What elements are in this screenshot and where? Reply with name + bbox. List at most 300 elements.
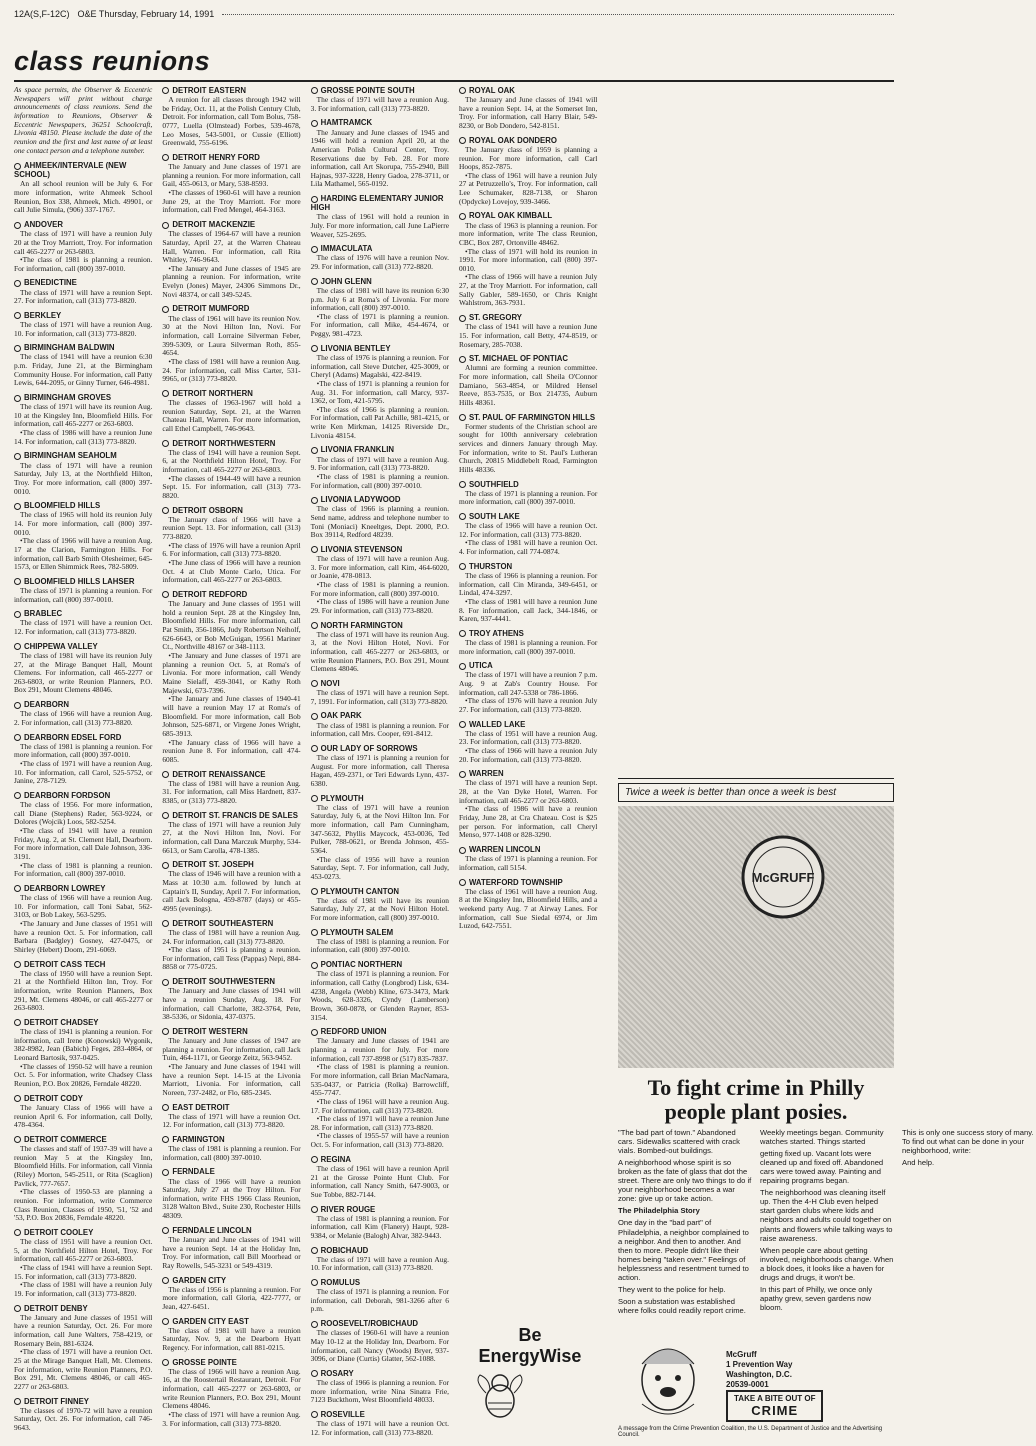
reunion-detail: The class of 1971 will have a reunion Saturday, July 13, at the Northfield Hilton, Troy. For more information, call (800) 397-0010.: [14, 460, 153, 496]
ad-tagline: Twice a week is better than once a week is best: [618, 783, 894, 802]
reunion-entry: [311, 86, 449, 113]
school-name: DEARBORN EDSEL FORD: [14, 733, 152, 742]
ad-footer: [618, 1334, 894, 1422]
reunion-entry: [162, 86, 300, 148]
school-name: AHMEEK/INTERVALE (NEW SCHOOL): [14, 161, 152, 179]
reunion-detail: The class of 1981 is planning a reunion. For information, call Kim (Flanery) Haupt, 928-9384, or Melanie (Balogh) Alvar, 382-9443.: [310, 1213, 449, 1240]
ad-body: [618, 1127, 1034, 1328]
school-name: ROYAL OAK: [459, 86, 597, 95]
reunion-detail: • The classes of 1944-49 will have a reunion Sept. 15. For information, call (313) 773-8820.: [162, 475, 300, 501]
reunion-detail: The class of 1971 will have a reunion Aug. 3. For information, call (313) 773-8820.: [310, 95, 449, 113]
school-name: IMMACULATA: [311, 244, 449, 253]
school-name: REDFORD UNION: [311, 1027, 449, 1036]
reunion-detail: The class of 1981 will have its reunion July 27, at the Mirage Banquet Hall, Mount Clemens. For information, call 465-2277 or 263-6803, or write Reunion Planners, P.O. Box 291, Mount Clemens 48046.: [14, 650, 153, 695]
reunion-entry: [311, 194, 449, 239]
reunion-detail: The class of 1971 will have a reunion Sept. 7, 1991. For information, call (313) 773-8820.: [310, 688, 449, 706]
reunion-detail: The class of 1971 will have a reunion Sept. 27. For information, call (313) 773-8820.: [14, 287, 153, 306]
school-name: FARMINGTON: [162, 1135, 300, 1144]
school-name: DETROIT ST. FRANCIS DE SALES: [162, 811, 300, 820]
reunion-detail: The class of 1963 is planning a reunion. For more information, write The class Reunion, CBC, Box 287, Ortonville 48462.: [458, 220, 598, 247]
reunion-detail: The class of 1941 is planning a reunion. For information, call Irene (Konowski) Wygonik, 382-8982, Jean (Babich) Feges, 283-4864, or Leonard Bartosik, 937-0425.: [14, 1027, 153, 1063]
ad-paragraph: The Philadelphia Story: [618, 1206, 700, 1216]
reunion-detail: • The class of 1971 will have a reunion Oct. 25 at the Mirage Banquet Hall, Mt. Clemens. For information, write Reunion Planners, P.O. Box 291, Mt. Clemens 48046, or call 465-2277 or 263-6803.: [14, 1348, 152, 1391]
reunion-detail: The class of 1981 will have a reunion Saturday, Nov. 9, at the Dearborn Hyatt Regency. For information, call 881-0215.: [162, 1325, 301, 1353]
reunion-detail: • The class of 1981 is planning a reunion. For more information, call (800) 397-0010.: [311, 581, 449, 598]
reunion-detail: The class of 1961 will have its reunion Nov. 30 at the Novi Hilton Inn, Novi. For information, call Lorraine Silverman Feber, 399-5309, or Laura Silverman Roth, 855-4654.: [162, 313, 301, 358]
school-name: DETROIT CASS TECH: [14, 960, 152, 969]
school-name: DETROIT WESTERN: [162, 1027, 300, 1036]
school-name: LIVONIA FRANKLIN: [311, 445, 449, 454]
school-name: LIVONIA BENTLEY: [311, 344, 449, 353]
reunion-entry: [459, 136, 597, 207]
reunion-detail: The January and June classes of 1941 will have a reunion Sunday, Aug. 18. For information, call Charlotte, 382-3764, Pete, 38-5336, or Sidonia, 437-0375.: [162, 986, 301, 1022]
reunion-detail: • The class of 1966 is planning a reunion. For information, call Pat Achille, 981-4215, or write Ken Mirkman, 14125 Riverside Dr., Livonia 48154.: [311, 406, 449, 441]
reunion-detail: • The classes of 1950-52 will have a reunion Oct. 5. For information, write Chadsey Class Reunion, P.O. Box 20826, Ferndale 48220.: [14, 1063, 152, 1089]
ad-headline: To fight crime in Philly people plant posies.: [647, 1075, 865, 1124]
reunion-entry: [14, 1135, 152, 1223]
reunion-detail: • The class of 1961 will have a reunion July 27 at Petruzzello's, Troy. For information, call Lee Schumaker, 828-7138, or Sharon (Opdycke) Lovejoy, 939-3466.: [459, 172, 597, 207]
reunion-detail: The class of 1971 is planning a reunion. For information, call Deborah, 981-3266 after 6 p.m.: [310, 1287, 449, 1314]
school-name: REGINA: [311, 1155, 449, 1164]
school-name: BIRMINGHAM GROVES: [14, 393, 152, 402]
reunion-entry: [311, 1027, 449, 1150]
reunion-entry: [14, 451, 152, 496]
reunion-entry: [311, 794, 449, 882]
school-name: GARDEN CITY EAST: [162, 1317, 300, 1326]
crime-logo: [726, 1390, 823, 1422]
school-name: HAMTRAMCK: [311, 118, 449, 127]
intro-notice: As space permits, the Observer & Eccentric Newspapers will print without charge announcements of class reunions. Send the information to Reunions, Observer & Eccentric Newspapers, 36251 Schoolcraft, Livonia 48150. Please include the date of the reunion and the first and last name of at least one contact person and a telephone number.: [14, 85, 153, 155]
reunion-entry: [311, 545, 449, 616]
school-name: DETROIT REDFORD: [162, 590, 300, 599]
reunion-detail: The class of 1971 will have a reunion July 20 at the Troy Marriott, Troy. For information call 465-2277 or 263-6803.: [14, 229, 153, 256]
reunion-detail: • The classes of 1950-53 are planning a reunion. For information, write Commerce Class Reunion, Classes of 1950, '51, '52 and '53, P.O. Box 20836, Ferndale 48220.: [14, 1188, 152, 1223]
reunion-detail: • The class of 1971 will have a reunion Aug. 10. For information, call Carol, 525-5752, or Janine, 278-7129.: [14, 760, 152, 786]
reunion-detail: The class of 1971 will have a reunion Aug. 10. For information, call (313) 773-8820.: [14, 320, 153, 338]
ad-credit: A message from the Crime Prevention Coalition, the U.S. Department of Justice and the Advertising Council.: [618, 1425, 883, 1438]
ad-paragraph: "The bad part of town." Abandoned cars. Sidewalks scattered with crack vials. Bombed-out buildings.: [618, 1127, 740, 1155]
reunion-detail: The January and June classes of 1945 and 1946 will hold a reunion April 20, at the American Polish Cultural Center, Troy. Reservations due by Feb. 28. For more information, call Art Skorupa, 755-2940, Bill Hajnas, 937-3228, Henry Gadoa, 278-3711, or Lila Mathamel, 565-0192.: [310, 127, 449, 189]
reunion-detail: The class of 1950 will have a reunion Sept. 21 at the Northfield Hilton Inn, Troy. For information, write Reunion Planners, Box 291, Mt. Clemens 48046, or call 465-2277 or 263-6803.: [14, 968, 153, 1013]
reunion-detail: The classes and staff of 1937-39 will have a reunion May 5 at the Kingsley Inn, Bloomfield Hills. For information, call Vinnia (Riley) Morton, 545-2511, or Rita (Scaglion) Pavlick, 777-7657.: [14, 1143, 153, 1188]
reunion-detail: The class of 1981 is planning a reunion. For more information, call (800) 397-0010.: [458, 637, 598, 656]
crime-logo-main: CRIME: [751, 1402, 799, 1418]
reunion-entry: [311, 1278, 449, 1314]
reunion-detail: • The classes of 1955-57 will have a reunion Oct. 5. For information, call (313) 773-8820.: [311, 1132, 449, 1149]
reunion-detail: The class of 1971 is planning a reunion. For information, call (800) 397-0010.: [14, 586, 153, 604]
school-name: ANDOVER: [14, 220, 152, 229]
reunion-entry: [459, 354, 597, 407]
reunion-detail: The class of 1981 is planning a reunion. For information, call (800) 397-0010.: [310, 936, 449, 955]
reunion-entry: [459, 769, 597, 840]
reunion-detail: The class of 1971 will have a reunion Aug. 3. For more information, call Kim, 464-6020, or Joanie, 478-0813.: [310, 554, 449, 581]
reunion-detail: The class of 1981 is planning a reunion. For more information, call (800) 397-0010.: [14, 741, 153, 760]
address-line: 20539-0001: [726, 1379, 769, 1389]
reunion-detail: The class of 1956 is planning a reunion. For more information, call Gloria, 422-7777, or Jean, 427-6451.: [162, 1284, 301, 1311]
school-name: DETROIT EASTERN: [162, 86, 300, 95]
reunion-detail: The class of 1971 is planning a reunion. For information, call Cathy (Longbrod) Lisk, 634-4238, Angela (Webb) Kline, 673-3473, Mark Woods, 628-3326, Cyndy (Lamberson) Brown, 360-0878, or Glenden Rayner, 853-3154.: [310, 969, 449, 1022]
ad-paragraph: They went to the police for help.: [618, 1285, 726, 1295]
reunion-entry: [311, 887, 449, 923]
reunion-entry: [311, 1155, 449, 1200]
reunion-detail: The January and June classes of 1951 will hold a reunion Sept. 28 at the Kingsley Inn, Bloomfield Hills. For more information, call Pat Smith, 356-1866, Judy Robertson Neiholf, 626-6643, or Bob McGuigan, 19561 Mariner Ct., Northville 48167 or 348-1113.: [162, 599, 301, 652]
mcgruff-badge-icon: [738, 832, 828, 922]
reunion-entry: [162, 304, 300, 383]
reunion-detail: • The January and June classes of 1951 will have a reunion Oct. 5. For information, call Barbara (Badgley) Gosney, 427-0475, or Shirley (Hebert) Doom, 291-6069.: [14, 920, 152, 955]
reunion-entry: [459, 313, 597, 349]
reunion-detail: • The class of 1981 is planning a reunion. For information, call (800) 397-0010.: [14, 862, 152, 879]
school-name: FERNDALE LINCOLN: [162, 1226, 300, 1235]
school-name: WARREN LINCOLN: [459, 845, 597, 854]
school-name: PLYMOUTH CANTON: [311, 887, 449, 896]
school-name: HARDING ELEMENTARY JUNIOR HIGH: [311, 194, 449, 212]
reunion-detail: • The class of 1966 will have a reunion July 20. For information, call (313) 773-8820.: [459, 747, 597, 764]
reunion-entry: [311, 495, 449, 540]
reunion-detail: The class of 1971 will have a reunion July 27, at the Novi Hilton Inn, Novi. For information, call Dana Marczuk Murphy, 534-6613, or Sam Carolla, 478-1385.: [162, 819, 301, 855]
reunion-entry: [311, 711, 449, 738]
reunion-detail: • The class of 1971 is planning a reunion for Aug. 31. For information, call Marcy, 937-1362, or Tom, 421-5795.: [311, 380, 449, 406]
reunion-entry: [459, 211, 597, 308]
reunion-detail: The class of 1961 will hold a reunion in July. For more information, call June LaPierre Weaver, 525-2695.: [310, 212, 449, 239]
reunion-entry: [14, 791, 152, 879]
reunion-detail: The class of 1981 is planning a reunion. For information, call (800) 397-0010.: [162, 1144, 301, 1162]
ad-address: [726, 1350, 823, 1390]
reunion-detail: • The classes of 1960-61 will have a reunion June 29, at the Troy Marriott. For more information, call Fred Mengel, 464-3163.: [162, 189, 300, 215]
school-name: DETROIT SOUTHWESTERN: [162, 977, 300, 986]
reunion-detail: The January and June classes of 1941 are planning a reunion for July. For more information, call 737-8998 or (517) 835-7837.: [310, 1036, 449, 1063]
school-name: SOUTH LAKE: [459, 512, 597, 521]
reunion-detail: • The class of 1981 will have a reunion Oct. 4. For information, call 774-0874.: [459, 539, 597, 556]
reunion-entry: [162, 1317, 300, 1353]
reunion-detail: The class of 1981 will have its reunion Saturday, July 27, at the Novi Hilton Hotel. For more information, call (800) 397-0010.: [310, 895, 449, 923]
reunion-detail: The January and June classes of 1941 will have a reunion Sept. 14, at the Somerset Inn, Troy. For information, call Harry Blair, 549-8230, or Bob Dondero, 542-8151.: [458, 95, 598, 131]
school-name: UTICA: [459, 661, 597, 670]
reunion-detail: • The class of 1971 will have a reunion Aug. 3. For information, call (313) 773-8820.: [162, 1411, 300, 1428]
reunion-entry: [14, 278, 152, 305]
reunion-detail: • The class of 1976 will have a reunion July 27. For information, call (313) 773-8820.: [459, 697, 597, 714]
school-name: DETROIT FINNEY: [14, 1397, 152, 1406]
reunion-detail: The class of 1951 will have a reunion Aug. 23. For information, call (313) 773-8820.: [458, 728, 598, 747]
reunion-detail: The class of 1961 will have a reunion Aug. 8 at the Kingsley Inn, Bloomfield Hills, and a weekend party Aug. 7 at Airway Lanes. For information, call Sue Siedal 6974, or Jim Luzod, 642-7551.: [458, 886, 598, 931]
reunion-entry: [162, 1167, 300, 1220]
reunion-entry: [311, 621, 449, 674]
reunion-detail: • The class of 1971 will have a reunion June 28. For information, call (313) 773-8820.: [311, 1115, 449, 1132]
reunion-detail: • The class of 1971 is planning a reunion. For information, call Mike, 454-4674, or Peggy, 981-4723.: [311, 313, 449, 339]
reunion-detail: The January and June classes of 1947 are planning a reunion. For information, call Jack Tuin, 464-1171, or George Zeitz, 563-9452.: [162, 1035, 301, 1063]
school-name: DETROIT ST. JOSEPH: [162, 860, 300, 869]
energywise-line1: Be: [518, 1325, 542, 1345]
reunion-detail: The class of 1971 is planning a reunion. For information, call 5154.: [458, 854, 598, 872]
reunion-entry: [14, 577, 152, 604]
address-line: 1 Prevention Way: [726, 1359, 793, 1369]
page-folio: [14, 6, 894, 22]
school-name: PONTIAC NORTHERN: [311, 960, 449, 969]
reunion-detail: The class of 1981 is planning a reunion. For information, call Mrs. Cooper, 691-8412.: [310, 720, 449, 739]
school-name: DETROIT SOUTHEASTERN: [162, 919, 300, 928]
reunion-entry: [311, 344, 449, 441]
school-name: NORTH FARMINGTON: [311, 621, 449, 630]
school-name: ST. GREGORY: [459, 313, 597, 322]
reunion-detail: The class of 1971 will have a reunion Oct. 12. For information, call (313) 773-8820.: [310, 1419, 449, 1437]
reunion-detail: • The class of 1956 will have a reunion Saturday, Sept. 7. For information, call Judy, 453-0273.: [311, 856, 449, 882]
reunion-detail: • The class of 1981 is planning a reunion. For more information, call Brian MacNamara, 535-0437, or Patricia (Rolka) Barrowcliff, 455-7747.: [311, 1063, 449, 1098]
school-name: GARDEN CITY: [162, 1276, 300, 1285]
address-line: McGruff: [726, 1349, 757, 1359]
reunion-entry: [14, 1304, 152, 1392]
reunion-detail: The class of 1971 will have its reunion Aug. 3, at the Novi Hilton Hotel, Novi. For information, call 465-2277 or 263-6803, or write Reunion Planners, P.O. Box 291, Mount Clemens 48046.: [310, 629, 449, 674]
school-name: DETROIT MACKENZIE: [162, 220, 300, 229]
reunion-entry: [311, 960, 449, 1022]
reunion-detail: The January and June classes of 1951 will have a reunion Saturday, Oct. 26. For more information, call June Walters, 758-4219, or Rosemary Bein, 881-6324.: [14, 1312, 153, 1348]
reunion-detail: • The class of 1966 will have a reunion Aug. 17 at the Clarion, Farmington Hills. For information, call Barb Smith Olesheimer, 645-1573, or Ellen Shimmick Rees, 782-5809.: [14, 537, 152, 572]
reunion-entry: [162, 389, 300, 434]
school-name: EAST DETROIT: [162, 1103, 300, 1112]
school-name: WATERFORD TOWNSHIP: [459, 878, 597, 887]
reunion-entry: [162, 153, 300, 215]
reunion-detail: The class of 1951 will have a reunion Oct. 5, at the Northfield Hilton Hotel, Troy. For information, call 465-2277 or 263-6803.: [14, 1236, 153, 1264]
school-name: CHIPPEWA VALLEY: [14, 642, 152, 651]
school-name: BLOOMFIELD HILLS: [14, 501, 152, 510]
reunion-detail: • The class of 1961 will have a reunion Aug. 17. For information, call (313) 773-8820.: [311, 1098, 449, 1115]
section-title: class reunions: [14, 46, 211, 76]
school-name: DETROIT NORTHERN: [162, 389, 300, 398]
reunion-entry: [311, 244, 449, 271]
school-name: BERKLEY: [14, 311, 152, 320]
reunion-entry: [459, 562, 597, 624]
ad-paragraph: The neighborhood was cleaning itself up. Then the 4-H Club even helped start garden clubs where kids and neighbors and adults could together on plants and flowers while talking ways to raise awareness.: [760, 1188, 893, 1243]
school-name: WALLED LAKE: [459, 720, 597, 729]
reunion-entry: [459, 878, 597, 931]
reunion-detail: Former students of the Christian school are sought for 100th anniversary celebration services and dinners January through May. For information, write to St. Paul's Lutheran Church, 20815 Middlebelt Road, Farmington Hills 48336.: [458, 421, 598, 474]
reunion-entry: [14, 700, 152, 727]
reunion-detail: • The class of 1981 is planning a reunion. For information, call (800) 397-0010.: [311, 473, 449, 490]
school-name: DETROIT OSBORN: [162, 506, 300, 515]
reunion-detail: The class of 1966 is planning a reunion. For more information, write Nina Sinatra Frie, 7123 Buckthorn, West Bloomfield 48033.: [310, 1377, 449, 1405]
school-name: ROYAL OAK KIMBALL: [459, 211, 597, 220]
reunion-detail: The class of 1971 will have a reunion Aug. 9. For information, call (313) 773-8820.: [310, 454, 449, 473]
reunion-entry: [14, 1018, 152, 1089]
reunion-entry: [311, 1369, 449, 1405]
reunion-detail: • The January and June classes of 1941 will have a reunion Sept. 14-15 at the Livonia Marriott, Livonia. For information, call Noreen, 737-2482, or Flo, 685-2345.: [162, 1063, 300, 1098]
ad-paragraph: In this part of Philly, we once only apathy grew, seven gardens now bloom.: [760, 1285, 873, 1313]
reunion-detail: The class of 1981 will have a reunion Aug. 24. For information, call (313) 773-8820.: [162, 927, 301, 946]
reunion-detail: The class of 1971 will have a reunion Oct. 12. For information, call (313) 773-8820.: [162, 1111, 301, 1130]
reunion-entry: [162, 770, 300, 806]
school-name: ROBICHAUD: [311, 1246, 449, 1255]
school-name: GROSSE POINTE: [162, 1358, 300, 1367]
school-name: DEARBORN: [14, 700, 152, 709]
reunion-detail: The class of 1946 will have a reunion with a Mass at 10:30 a.m. followed by lunch at Captain's II, Sunday, April 7. For information, call Jack Bologna, 459-8787 (days) or 455-4995 (evenings).: [162, 869, 301, 914]
school-name: RIVER ROUGE: [311, 1205, 449, 1214]
reunion-entry: [162, 590, 300, 765]
reunion-detail: The classes of 1960-61 will have a reunion May 10-12 at the Holiday Inn, Dearborn. For information, call Nancy (Woods) Bryer, 937-3096, or Diane (Curtis) Glatter, 562-1088.: [310, 1328, 449, 1364]
reunion-entry: [311, 445, 449, 490]
folio-rule: [222, 14, 894, 15]
reunion-detail: The class of 1981 will have its reunion 6:30 p.m. July 6 at Roma's of Livonia. For more information, call (800) 397-0010.: [310, 285, 449, 313]
school-name: BRABLEC: [14, 609, 152, 618]
reunion-detail: • The class of 1986 will have a reunion June 29. For information, call (313) 773-8820.: [311, 598, 449, 615]
reunion-detail: The class of 1966 will have a reunion Aug. 2. For information, call (313) 773-8820.: [14, 709, 153, 727]
reunion-entry: [14, 960, 152, 1013]
reunion-detail: The January Class of 1966 will have a reunion April 6. For information, call Dolly, 478-4364.: [14, 1102, 153, 1130]
reunion-entry: [162, 506, 300, 585]
reunion-detail: The class of 1971 is planning a reunion for August. For more information, call Theresa Hagan, 459-2371, or Teri Edwards Lynn, 437-6380.: [310, 752, 449, 788]
reunion-detail: The class of 1971 will have a reunion Saturday, July 6, at the Novi Hilton Inn. For more information, call Pam Cunningham, 347-5632, Phyllis Maycock, 453-0036, Ted Pulker, 788-0621, or Brenda Johnson, 455-5364.: [310, 802, 449, 855]
school-name: WARREN: [459, 769, 597, 778]
reunion-detail: The class of 1961 will have a reunion April 21 at the Grosse Pointe Hunt Club. For information, call Nancy Smith, 647-9003, or Sue Tobbe, 882-7144.: [310, 1163, 449, 1199]
school-name: DETROIT RENAISSANCE: [162, 770, 300, 779]
reunion-detail: • The class of 1941 will have a reunion Sept. 15. For information, call (313) 773-8820.: [14, 1264, 152, 1281]
reunion-entry: [14, 1094, 152, 1130]
mcgruff-dog-icon: [618, 1334, 718, 1422]
reunion-detail: The class of 1956. For more information, call Diane (Stephens) Rader, 563-9224, or Dolores (Wojcik) Loos, 582-5254.: [14, 800, 153, 827]
reunion-detail: The class of 1966 is planning a reunion. Send name, address and telephone number to Toni (Moniaci) Kneeltges, Dept. 2000, P.O. Box 39114, Redford 48239.: [310, 504, 449, 540]
reunion-entry: [311, 1410, 449, 1437]
ad-paragraph: One day in the "bad part" of Philadelphia, a neighbor complained to a neighbor. And then to another. And then to more. People didn't like their homes being "taken over." Feelings of helplessness and resentment turned to action.: [618, 1218, 749, 1283]
reunion-entry: [311, 744, 449, 789]
reunion-entry: [459, 720, 597, 765]
school-name: THURSTON: [459, 562, 597, 571]
reunion-entry: [311, 1205, 449, 1241]
reunion-entry: [311, 928, 449, 955]
reunion-detail: An all school reunion will be July 6. For more information, write Ahmeek School Reunion, Box 338, Ahmeek, Mich. 49901, or call Julie Simula, (906) 337-1767.: [14, 179, 153, 215]
reunion-entry: [459, 413, 597, 475]
school-name: LIVONIA STEVENSON: [311, 545, 449, 554]
ad-paragraph: When people care about getting involved, neighborhoods change. When a block does, it looks like a haven for drugs and drugs, it won't be.: [760, 1245, 894, 1283]
reunion-detail: • The class of 1976 will have a reunion April 6. For information, call (313) 773-8820.: [162, 542, 300, 559]
reunion-entry: [14, 311, 152, 338]
reunion-detail: • The class of 1981 is planning a reunion. For information, call (800) 397-0010.: [14, 256, 152, 273]
reunion-detail: The classes of 1964-67 will have a reunion Saturday, April 27, at the Warren Chateau Hall, Warren. For information, call Rita Whitley, 746-9643.: [162, 229, 301, 265]
reunion-entry: [459, 512, 597, 557]
reunion-detail: A reunion for all classes through 1942 will be Friday, Oct. 11, at the Polish Century Club, Detroit. For information, call Tom Bolus, 758-0777, Luella (Olmstead) Forbes, 539-4678, Leo Moses, 543-5001, or Cussie (Elliott) Greenwald, 755-6196.: [162, 95, 301, 148]
reunion-detail: The class of 1981 will have a reunion Aug. 31. For information, call Miss Hardnett, 837-8385, or (313) 773-8820.: [162, 778, 301, 805]
ad-paragraph: A neighborhood whose spirit is so broken as the fate of glass that dot the street. There are only two things to do if your neighborhood becomes a war zone: give up or take action.: [618, 1157, 752, 1204]
reunion-detail: • The class of 1971 will hold its reunion in 1991. For more information, call (800) 397-0010.: [459, 248, 597, 274]
reunion-entry: [14, 733, 152, 786]
reunion-entry: [14, 1397, 152, 1433]
school-name: JOHN GLENN: [311, 277, 449, 286]
address-line: Washington, D.C.: [726, 1369, 792, 1379]
school-name: GROSSE POINTE SOUTH: [311, 86, 449, 95]
school-name: SOUTHFIELD: [459, 480, 597, 489]
school-name: DEARBORN LOWREY: [14, 884, 152, 893]
reunion-entry: [162, 220, 300, 299]
ad-paragraph: And help.: [902, 1157, 935, 1167]
badge-text: McGRUFF: [751, 870, 815, 885]
school-name: BENEDICTINE: [14, 278, 152, 287]
school-name: ROYAL OAK DONDERO: [459, 136, 597, 145]
reunion-entry: [162, 977, 300, 1022]
school-name: OUR LADY OF SORROWS: [311, 744, 449, 753]
reunion-entry: [162, 1276, 300, 1312]
reunion-detail: The class of 1971 will have a reunion Oct. 12. For information, call (313) 773-8820.: [14, 618, 153, 637]
school-name: ST. MICHAEL OF PONTIAC: [459, 354, 597, 363]
reunion-entry: [459, 629, 597, 656]
school-name: PLYMOUTH SALEM: [311, 928, 449, 937]
reunion-detail: The classes of 1970-72 will have a reunion Saturday, Oct. 26. For information, call 746-9643.: [14, 1405, 153, 1432]
reunion-entry: [162, 919, 300, 972]
reunion-list: [14, 86, 597, 1438]
reunion-entry: [459, 845, 597, 872]
reunion-detail: The class of 1976 is planning a reunion. For information, call Steve Dutcher, 425-3009, or Cheryl (Adams) Magalski, 422-8419.: [310, 352, 449, 380]
school-name: BIRMINGHAM SEAHOLM: [14, 451, 152, 460]
energywise-ad: [470, 1325, 590, 1435]
reunion-entry: [311, 277, 449, 339]
school-name: NOVI: [311, 679, 449, 688]
school-name: DETROIT HENRY FORD: [162, 153, 300, 162]
reunion-entry: [459, 480, 597, 507]
reunion-detail: • The class of 1986 will have a reunion Friday, June 28, at Cra Chateau. Cost is $25 per person. For information, call Cheryl Menso, 977-1408 or 828-3290.: [459, 805, 597, 840]
reunion-detail: The class of 1976 will have a reunion Nov. 29. For information, call (313) 772-8820.: [310, 253, 449, 272]
reunion-entry: [162, 1358, 300, 1429]
reunion-detail: The class of 1971 will have a reunion 7 p.m. Aug. 9 at Zab's Country House. For information, call 247-5338 or 786-1866.: [458, 670, 598, 697]
reunion-detail: • The January and June classes of 1971 are planning a reunion Oct. 5, at Roma's of Livonia. For more information, call Wendy Maine Sielaff, 459-3041, or Kathy Roth Majewski, 673-7396.: [162, 652, 300, 695]
reunion-entry: [14, 884, 152, 955]
school-name: DETROIT NORTHWESTERN: [162, 439, 300, 448]
ad-paragraph: getting fixed up. Vacant lots were cleaned up and fixed off. Abandoned cars were towed away. Painting and repairing programs began.: [760, 1148, 884, 1186]
school-name: DETROIT CHADSEY: [14, 1018, 152, 1027]
reunion-entry: [14, 642, 152, 695]
reunion-detail: • The January and June classes of 1940-41 will have a reunion May 17 at Roma's of Bloomfield. For more information, call Bob Johnson, 525-6871, or Virgene Jones Wright, 685-3913.: [162, 695, 300, 738]
school-name: BLOOMFIELD HILLS LAHSER: [14, 577, 152, 586]
school-name: ROOSEVELT/ROBICHAUD: [311, 1319, 449, 1328]
mcgruff-ad: [618, 778, 1034, 1439]
school-name: DETROIT MUMFORD: [162, 304, 300, 313]
reunion-detail: The class of 1966 will have a reunion Saturday, July 27 at the Troy Hilton. For information, write FHS 1966 Class Reunion, 3128 Walton Blvd., Suite 230, Rochester Hills 48309.: [162, 1176, 301, 1221]
reunion-detail: • The class of 1981 will have a reunion July 19. For information, call (313) 773-8820.: [14, 1281, 152, 1298]
reunion-entry: [311, 1319, 449, 1364]
reunion-entry: [162, 1135, 300, 1162]
reunion-detail: The class of 1966 will have a reunion Aug. 16, at the Roostertail Restaurant, Detroit. For information, call 465-2277 or 263-6803, or write Reunion Planners, P.O. Box 291, Mount Clemens 48046.: [162, 1366, 301, 1411]
reunion-entry: [311, 1246, 449, 1273]
school-name: DETROIT COOLEY: [14, 1228, 152, 1237]
reunion-detail: • The January and June classes of 1945 are planning a reunion. For information, write Evelyn (Jones) Mayer, 24306 Simmons Dr., Novi 48374, or call 349-5245.: [162, 265, 300, 300]
reunion-detail: • The class of 1966 will have a reunion July 27, at the Troy Marriott. For information, call Sally Gabler, 589-1650, or Chris Knight Wahlstrom, 363-7931.: [459, 273, 597, 308]
bee-mascot-icon: [470, 1371, 530, 1421]
reunion-entry: [14, 161, 152, 215]
school-name: DETROIT DENBY: [14, 1304, 152, 1313]
school-name: DEARBORN FORDSON: [14, 791, 152, 800]
school-name: FERNDALE: [162, 1167, 300, 1176]
reunion-detail: The January class of 1959 is planning a reunion. For more information, call Carl Hoops, 852-7875.: [458, 144, 598, 172]
school-name: OAK PARK: [311, 711, 449, 720]
reunion-detail: Alumni are forming a reunion committee. For more information, call Sheila O'Connor Damiano, 563-4854, or Mildred Hensel Reeve, 853-7535, or Box 214735, Auburn Hills 48361.: [458, 363, 598, 407]
reunion-entry: [14, 609, 152, 636]
reunion-entry: [14, 393, 152, 446]
reunion-detail: • The June class of 1966 will have a reunion Oct. 4 at Club Monte Carlo, Utica. For information, call 465-2277 or 263-6803.: [162, 559, 300, 585]
reunion-entry: [14, 343, 152, 388]
reunion-entry: [162, 1027, 300, 1098]
reunion-detail: The class of 1941 will have a reunion Sept. 6, at the Northfield Hilton Hotel, Troy. For information, call 465-2277 or 263-6803.: [162, 447, 301, 474]
reunion-entry: [14, 1228, 152, 1299]
reunion-detail: The class of 1965 will hold its reunion July 14. For more information, call (800) 397-0010.: [14, 510, 153, 537]
reunion-detail: • The class of 1941 will have a reunion Friday, Aug. 2, at St. Clement Hall, Dearborn. For more information, call Dale Johnson, 336-3191.: [14, 827, 152, 862]
school-name: PLYMOUTH: [311, 794, 449, 803]
ad-photo: [618, 806, 894, 1068]
reunion-detail: • The January class of 1966 will have a reunion June 8. For information, call 474-6085.: [162, 739, 300, 765]
school-name: TROY ATHENS: [459, 629, 597, 638]
reunion-entry: [162, 1103, 300, 1130]
crime-logo-top: TAKE A BITE OUT OF: [734, 1393, 816, 1403]
ad-paragraph: This is only one success story of many. To find out what can be done in your neighborhood, write:: [902, 1127, 1034, 1155]
reunion-detail: The class of 1941 will have a reunion 6:30 p.m. Friday, June 21, at the Birmingham Community House. For information, call Patty Lewis, 644-2095, or Ginny Turner, 646-4981.: [14, 352, 153, 388]
page-number: 12A(S,F-12C): [14, 9, 70, 19]
reunion-detail: The class of 1966 will have a reunion Oct. 12. For information, call (313) 773-8820.: [458, 521, 598, 539]
reunion-detail: The class of 1971 will have a reunion Aug. 10. For information, call (313) 773-8820.: [310, 1254, 449, 1273]
school-name: DETROIT CODY: [14, 1094, 152, 1103]
reunion-detail: The January and June classes of 1971 are planning a reunion. For more information, call Gail, 455-0613, or Mary, 538-8593.: [162, 162, 301, 189]
